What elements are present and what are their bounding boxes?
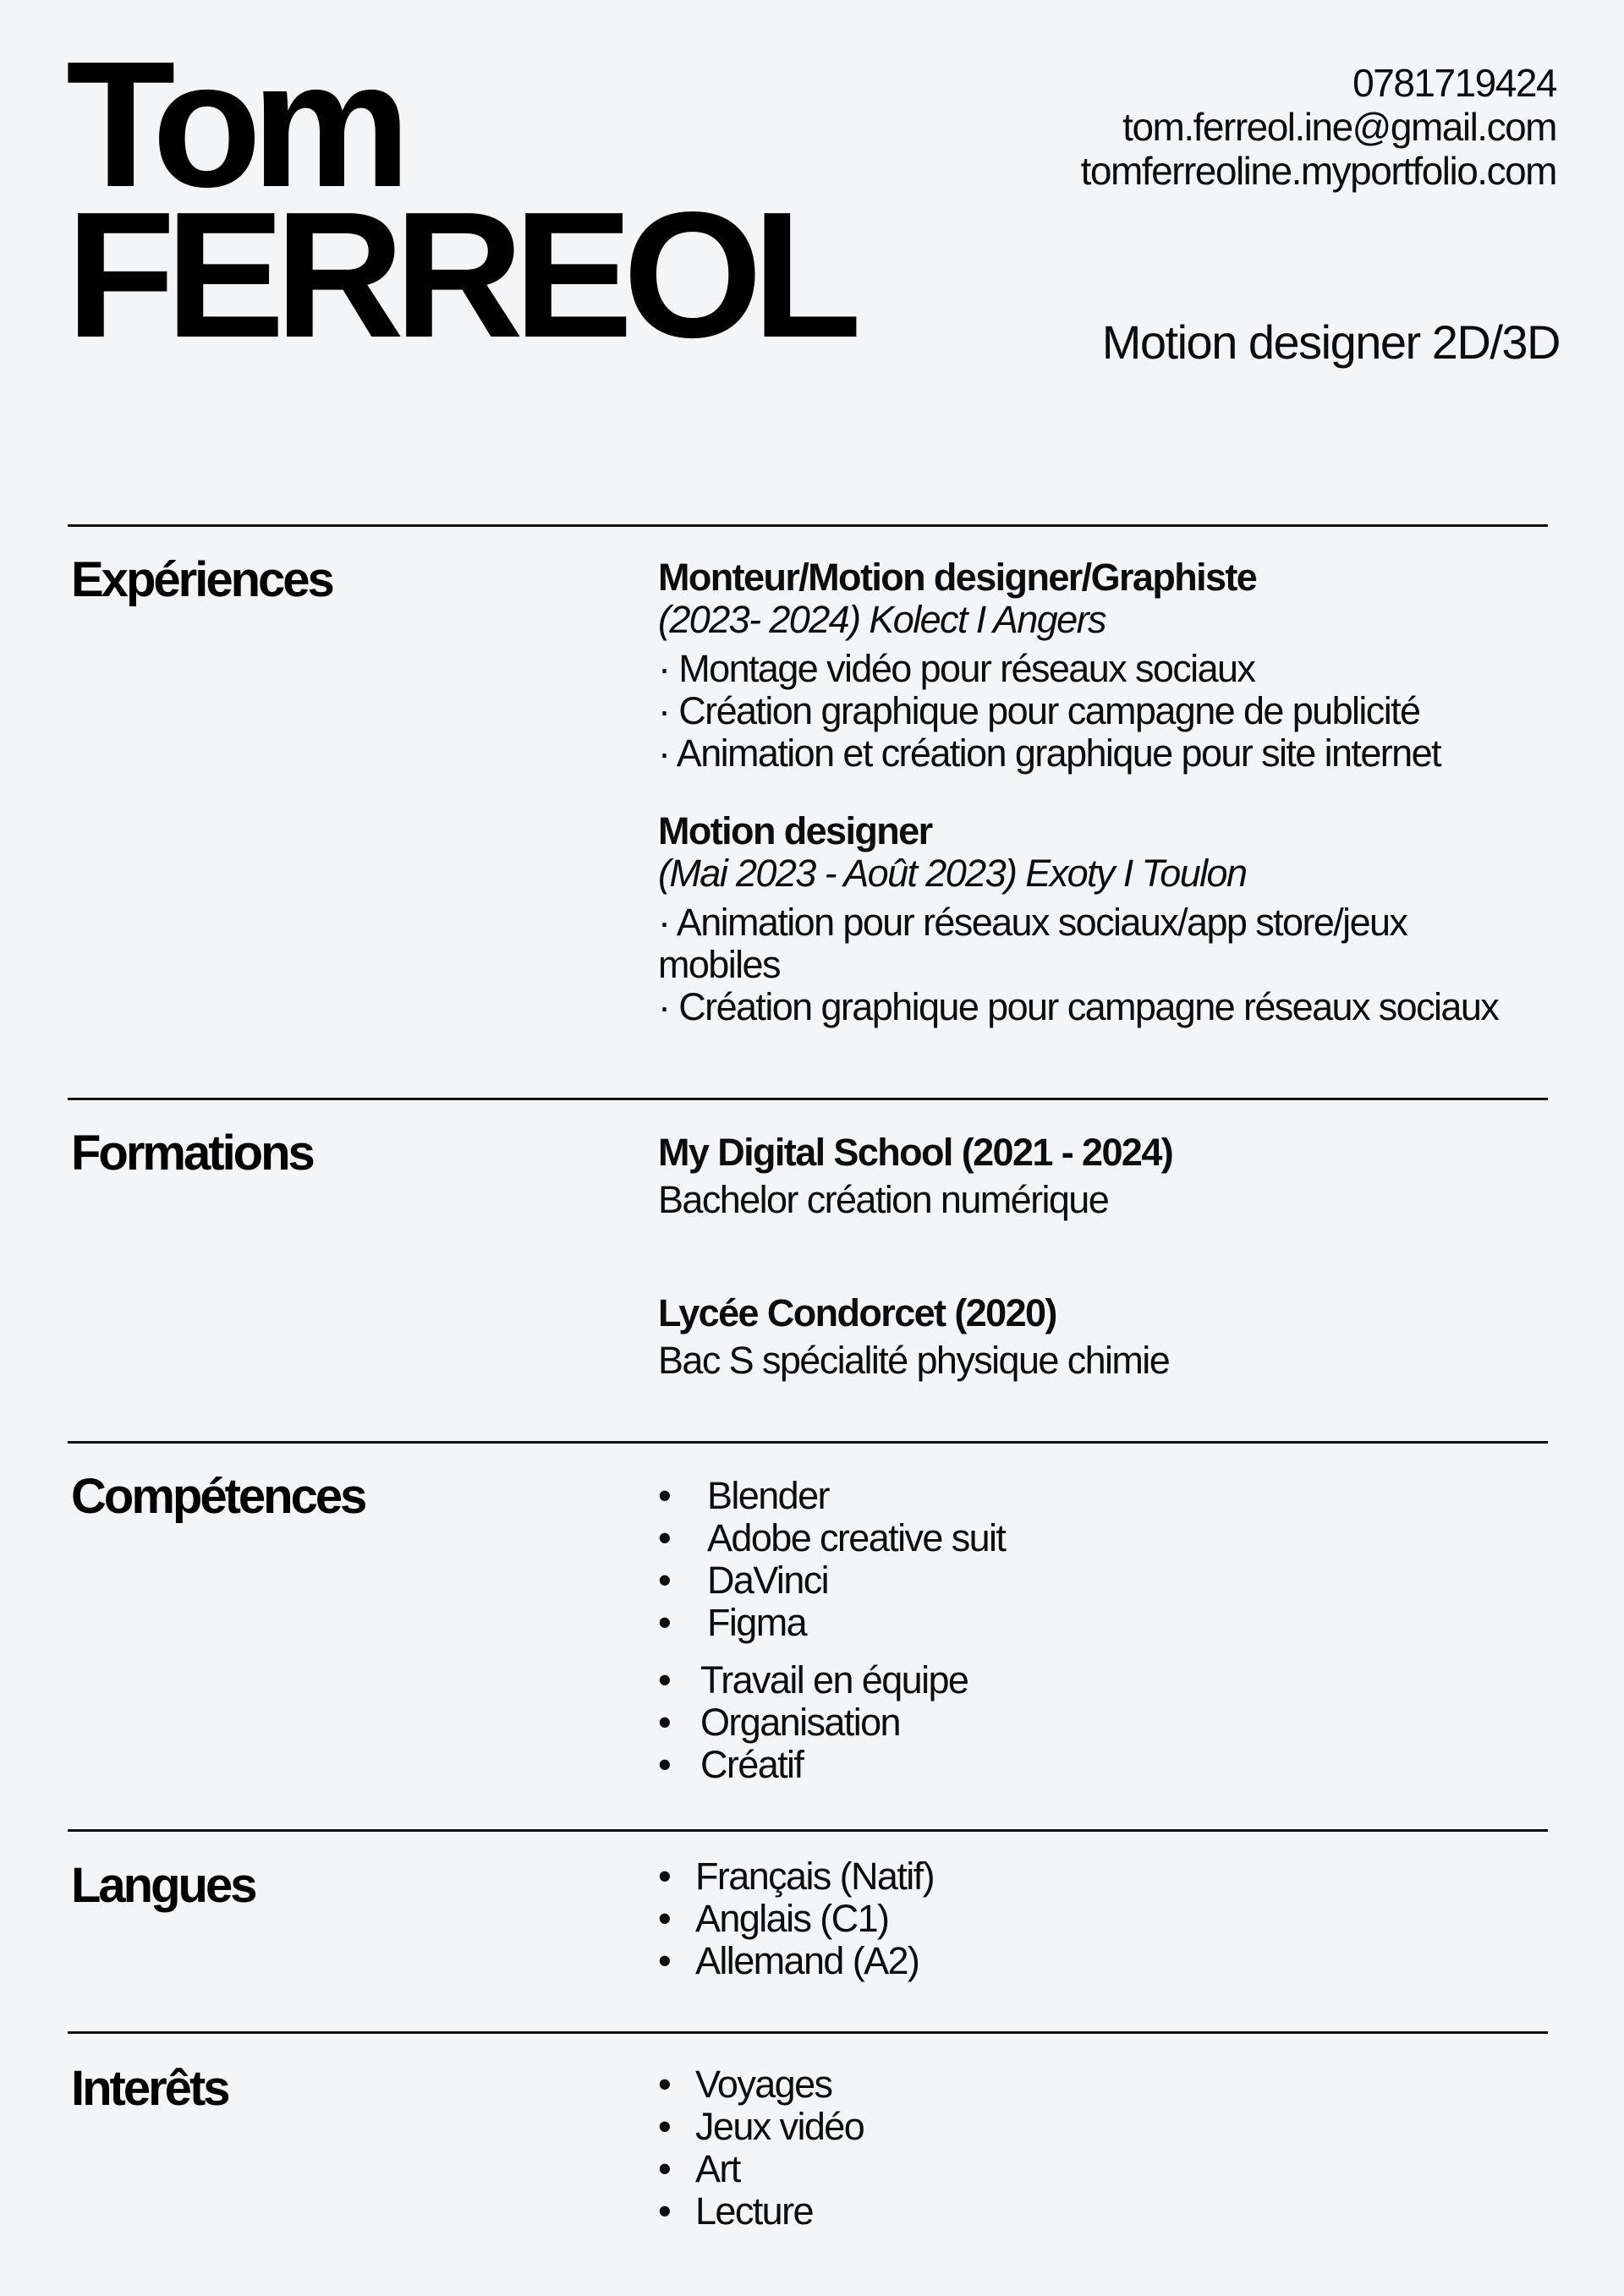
contact-info (1081, 61, 1556, 193)
portfolio-url: tomferreoline.myportfolio.com (1080, 149, 1556, 193)
job-task: · Animation pour réseaux sociaux/app store/jeux mobiles (658, 901, 1407, 986)
list-item: • Voyages (658, 2063, 1555, 2106)
list-item: • Figma (658, 1602, 1555, 1644)
list-item: • Organisation (658, 1701, 1555, 1744)
job-title: Motion designer (658, 809, 932, 852)
langues-content (658, 1855, 1555, 1982)
job-meta: (2023- 2024) Kolect I Angers (658, 598, 1106, 641)
experiences-content (658, 556, 1555, 1028)
soft-skills-list (658, 1659, 1555, 1786)
divider (68, 1098, 1548, 1100)
interets-content (658, 2063, 1555, 2233)
section-title-competences: Compétences (71, 1469, 365, 1524)
job-task: · Création graphique pour campagne réseaux sociaux (658, 985, 1499, 1028)
section-title-formations: Formations (71, 1126, 313, 1181)
job-tasks (658, 648, 1555, 775)
degree: Bac S spécialité physique chimie (658, 1339, 1170, 1382)
job-meta: (Mai 2023 - Août 2023) Exoty I Toulon (658, 852, 1247, 895)
divider (68, 2031, 1548, 2034)
school-years: (2020) (954, 1291, 1056, 1334)
school-name: Lycée Condorcet (658, 1291, 946, 1334)
phone-number: 0781719424 (1352, 61, 1556, 105)
section-title-experiences: Expériences (71, 552, 332, 607)
divider (68, 1441, 1548, 1444)
last-name: FERREOL (66, 174, 852, 375)
list-item: • DaVinci (658, 1559, 1555, 1602)
job-task: · Animation et création graphique pour site internet (658, 732, 1440, 775)
job-title: Monteur/Motion designer/Graphiste (658, 556, 1257, 599)
divider (68, 524, 1548, 527)
experience-entry (658, 556, 1555, 775)
first-name: Tom (66, 24, 401, 224)
section-title-langues: Langues (71, 1858, 255, 1913)
list-item: • Allemand (A2) (658, 1940, 1555, 1982)
job-task: · Montage vidéo pour réseaux sociaux (658, 647, 1255, 690)
list-item: • Créatif (658, 1744, 1555, 1786)
interests-list (658, 2063, 1555, 2233)
formations-content (658, 1132, 1555, 1382)
email-address: tom.ferreol.ine@gmail.com (1122, 105, 1556, 149)
list-item: • Adobe creative suit (658, 1517, 1555, 1559)
competences-content (658, 1475, 1555, 1786)
school-years: (2021 - 2024) (961, 1131, 1173, 1174)
job-role: Motion designer 2D/3D (1101, 315, 1560, 369)
job-tasks (658, 901, 1512, 1028)
list-item: • Français (Natif) (658, 1855, 1555, 1898)
school-name: My Digital School (658, 1131, 952, 1174)
list-item: • Lecture (658, 2190, 1555, 2233)
formation-entry (658, 1132, 1555, 1221)
list-item: • Travail en équipe (658, 1659, 1555, 1701)
formation-entry (658, 1292, 1555, 1382)
full-name (66, 24, 852, 375)
divider (68, 1829, 1548, 1832)
degree: Bachelor création numérique (658, 1178, 1109, 1221)
list-item: • Jeux vidéo (658, 2106, 1555, 2148)
software-list (658, 1475, 1555, 1644)
section-title-interets: Interêts (71, 2061, 228, 2116)
list-item: • Anglais (C1) (658, 1898, 1555, 1940)
languages-list (658, 1855, 1555, 1982)
experience-entry (658, 810, 1555, 1028)
list-item: • Blender (658, 1475, 1555, 1517)
list-item: • Art (658, 2148, 1555, 2190)
job-task: · Création graphique pour campagne de publicité (658, 689, 1420, 732)
